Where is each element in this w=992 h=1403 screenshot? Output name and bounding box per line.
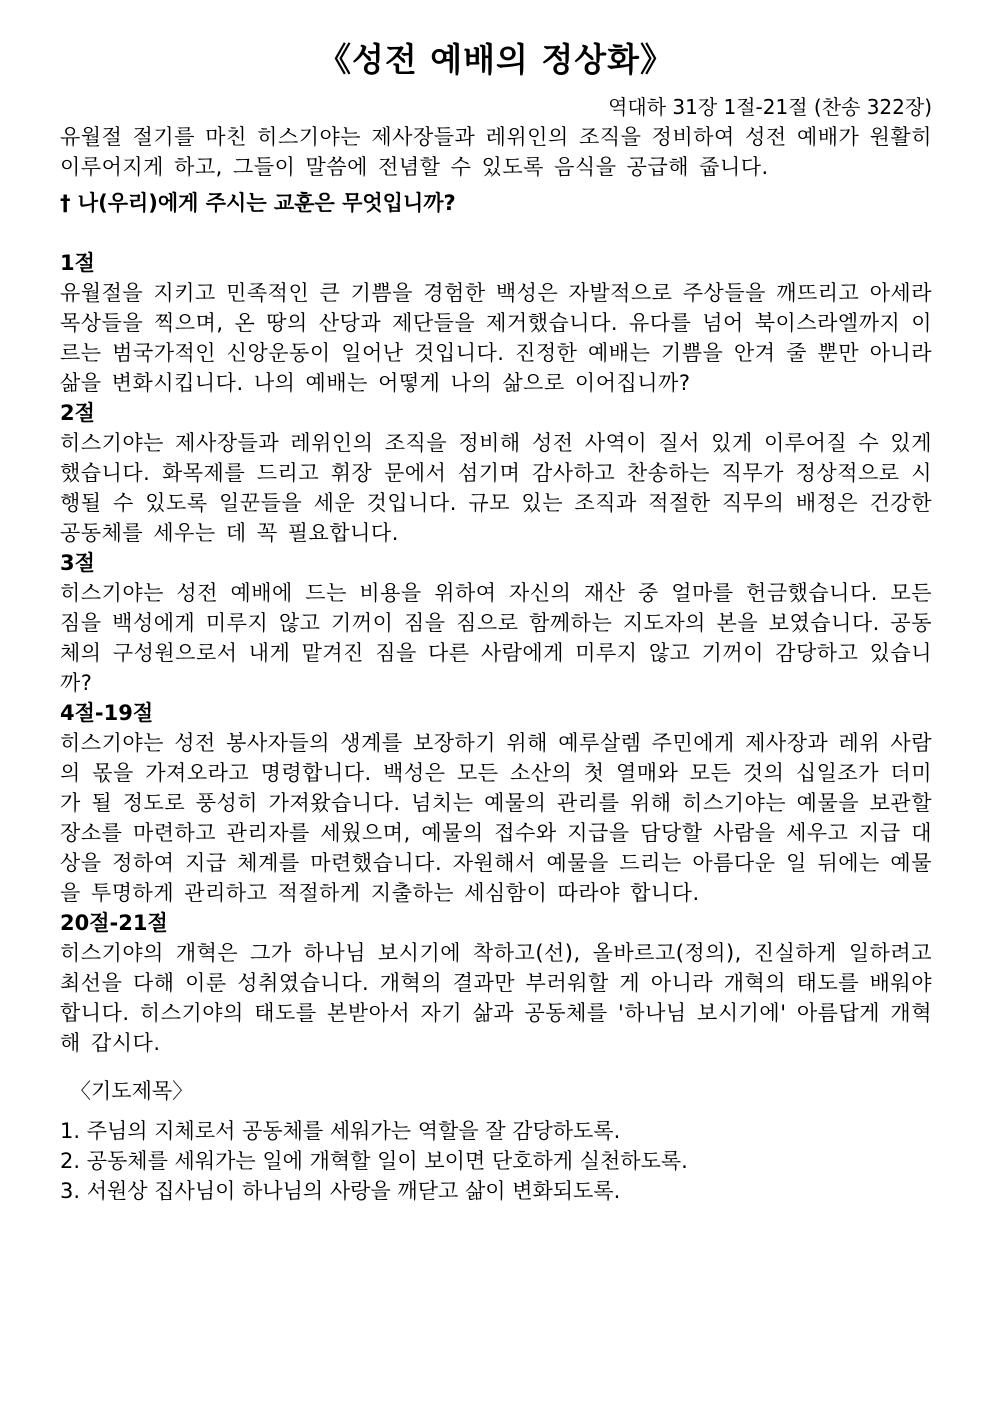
section-label: 2절 [60, 401, 95, 425]
scripture-reference: 역대하 31장 1절-21절 (찬송 322장) [608, 95, 932, 119]
section-verse-1 [60, 248, 932, 398]
prayer-item: 2. 공동체를 세워가는 일에 개혁할 일이 보이면 단호하게 실천하도록. [60, 1149, 688, 1173]
prayer-item: 1. 주님의 지체로서 공동체를 세워가는 역할을 잘 감당하도록. [60, 1119, 621, 1143]
section-text: 유월절을 지키고 민족적인 큰 기쁨을 경험한 백성은 자발적으로 주상들을 깨뜨리고 아세라 목상들을 찍으며, 온 땅의 산당과 제단들을 제거했습니다. 유다를 넘어 북이스라엘까지 이르는 범국가적인 신앙운동이 일어난 것입니다. 진정한 예배는 기쁨을 안겨 줄 뿐만 아니라 삶을 변화시킵니다. 나의 예배는 어떻게 나의 삶으로 이어집니까? [60, 281, 932, 395]
prayer-list [60, 1116, 932, 1206]
page-title: 《성전 예배의 정상화》 [317, 40, 674, 79]
prayer-item: 3. 서원상 집사님이 하나님의 사랑을 깨닫고 삶이 변화되도록. [60, 1179, 621, 1203]
spacer [60, 218, 932, 248]
section-label: 3절 [60, 551, 95, 575]
section-verse-4-19 [60, 698, 932, 908]
intro-paragraph: 유월절 절기를 마친 히스기야는 제사장들과 레위인의 조직을 정비하여 성전 예배가 원활히 이루어지게 하고, 그들이 말씀에 전념할 수 있도록 음식을 공급해 줍니다. [60, 125, 932, 179]
section-text: 히스기야는 성전 예배에 드는 비용을 위하여 자신의 재산 중 얼마를 헌금했습니다. 모든 짐을 백성에게 미루지 않고 기꺼이 짐을 짐으로 함께하는 지도자의 본을 보였습니다. 공동체의 구성원으로서 내게 맡겨진 짐을 다른 사람에게 미루지 않고 기꺼이 감당하고 있습니까? [60, 581, 932, 695]
section-verse-3 [60, 548, 932, 698]
section-label: 4절-19절 [60, 701, 154, 725]
section-label: 1절 [60, 251, 95, 275]
section-verse-2 [60, 398, 932, 548]
section-text: 히스기야의 개혁은 그가 하나님 보시기에 착하고(선), 올바르고(정의), 진실하게 일하려고 최선을 다해 이룬 성취였습니다. 개혁의 결과만 부러워할 게 아니라 개혁의 태도를 배워야 합니다. 히스기야의 태도를 본받아서 자기 삶과 공동체를 '하나님 보시기에' 아름답게 개혁해 갑시다. [60, 941, 932, 1055]
lesson-question: † 나(우리)에게 주시는 교훈은 무엇입니까? [60, 191, 456, 215]
section-text: 히스기야는 성전 봉사자들의 생계를 보장하기 위해 예루살렘 주민에게 제사장과 레위 사람의 몫을 가져오라고 명령합니다. 백성은 모든 소산의 첫 열매와 모든 것의 십일조가 더미가 될 정도로 풍성히 가져왔습니다. 넘치는 예물의 관리를 위해 히스기야는 예물을 보관할 장소를 마련하고 관리자를 세웠으며, 예물의 접수와 지급을 담당할 사람을 세우고 지급 대상을 정하여 지급 체계를 마련했습니다. 자원해서 예물을 드리는 아름다운 일 뒤에는 예물을 투명하게 관리하고 적절하게 지출하는 세심함이 따라야 합니다. [60, 731, 932, 905]
section-label: 20절-21절 [60, 911, 168, 935]
section-verse-20-21 [60, 908, 932, 1058]
document-page [60, 38, 932, 1206]
section-text: 히스기야는 제사장들과 레위인의 조직을 정비해 성전 사역이 질서 있게 이루어질 수 있게 했습니다. 화목제를 드리고 휘장 문에서 섬기며 감사하고 찬송하는 직무가 정상적으로 시행될 수 있도록 일꾼들을 세운 것입니다. 규모 있는 조직과 적절한 직무의 배정은 건강한 공동체를 세우는 데 꼭 필요합니다. [60, 431, 932, 545]
prayer-heading: 〈기도제목〉 [70, 1079, 194, 1103]
prayer-section [60, 1076, 932, 1206]
